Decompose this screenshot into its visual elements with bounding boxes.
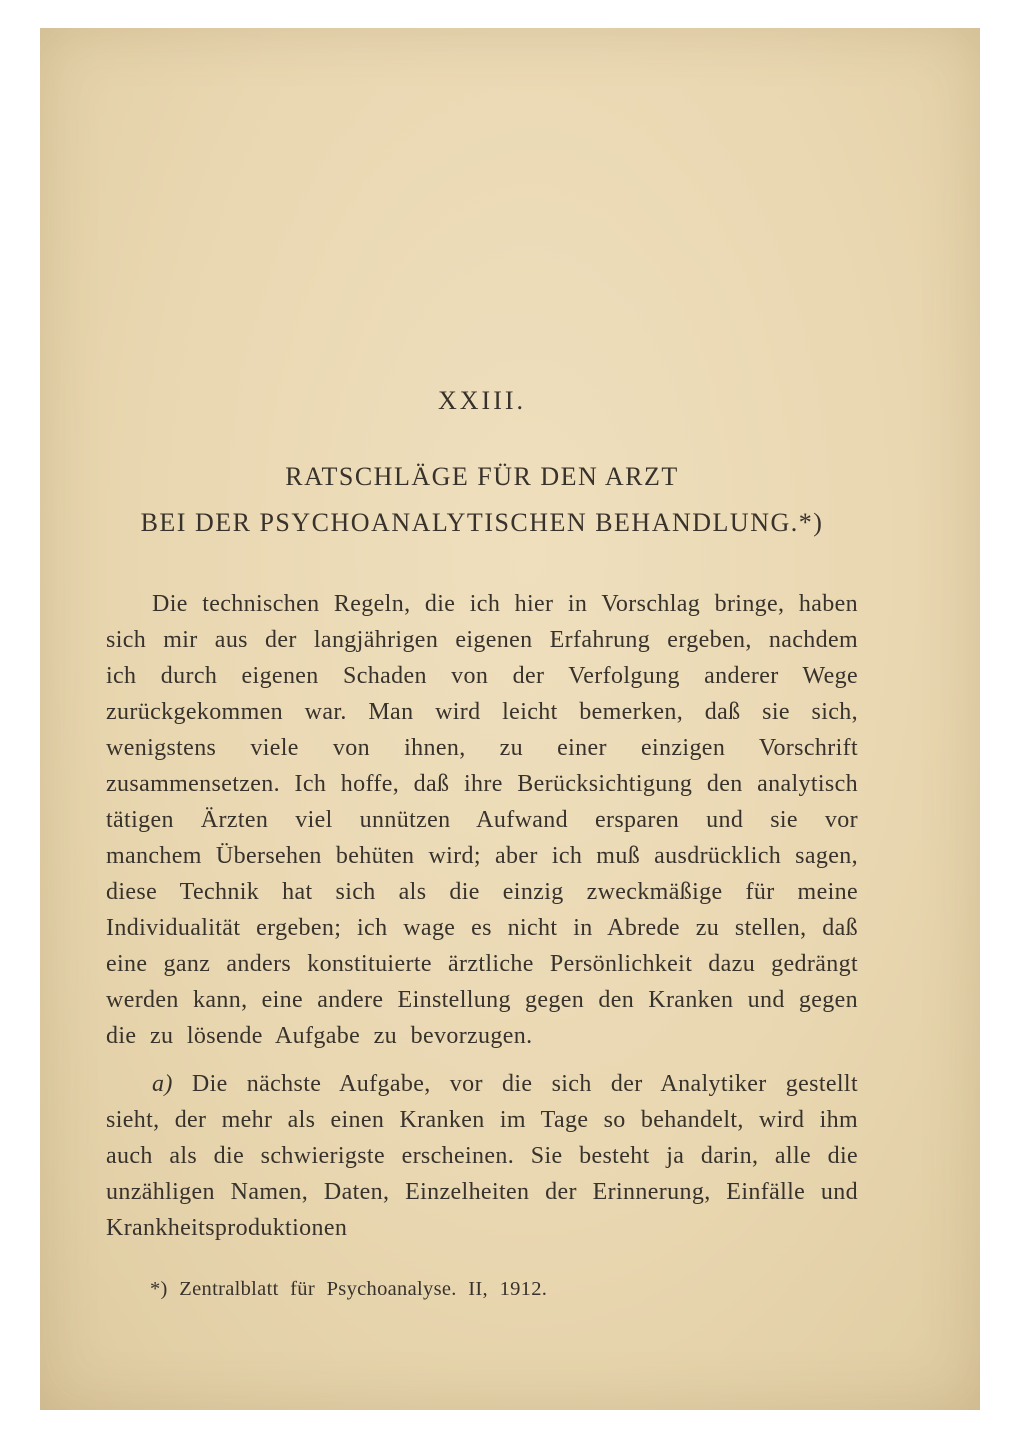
chapter-number: XXIII. xyxy=(437,386,527,415)
chapter-title xyxy=(106,454,858,546)
book-page xyxy=(40,28,980,1410)
page-text-block xyxy=(40,28,980,1304)
chapter-title-line-1: RATSCHLÄGE FÜR DEN ARZT xyxy=(285,462,679,491)
body-paragraph xyxy=(106,1066,858,1246)
paragraph-text: Die nächste Aufgabe, vor die sich der Analytiker gestellt sieht, der mehr als einen Kranken im Tage so behandelt, wird ihm auch als die schwierigste erscheinen. Sie besteht ja darin, alle die unzähligen Namen, Daten, Einzelheiten der Erinnerung, Einfälle und Krankheitsproduktionen xyxy=(106,1071,858,1241)
footnote: *) Zentralblatt für Psychoanalyse. II, 1912. xyxy=(150,1278,548,1300)
body-paragraph: Die technischen Regeln, die ich hier in Vorschlag bringe, haben sich mir aus der langjährigen eigenen Erfahrung ergeben, nachdem ich durch eigenen Schaden von der Verfolgung anderer Wege zurückgekommen war. Man wird leicht bemerken, daß sie sich, wenigstens viele von ihnen, zu einer einzigen Vorschrift zusammensetzen. Ich hoffe, daß ihre Berücksichtigung den analytisch tätigen Ärzten viel unnützen Aufwand ersparen und sie vor manchem Übersehen behüten wird; aber ich muß ausdrücklich sagen, diese Technik hat sich als die einzig zweckmäßige für meine Individualität ergeben; ich wage es nicht in Abrede zu stellen, daß eine ganz anders konstituierte ärztliche Persönlichkeit dazu gedrängt werden kann, eine andere Einstellung gegen den Kranken und gegen die zu lösende Aufgabe zu bevorzugen. xyxy=(106,591,858,1049)
paragraph-lead: a) xyxy=(152,1071,173,1097)
chapter-title-line-2: BEI DER PSYCHOANALYTISCHEN BEHANDLUNG.*) xyxy=(140,508,824,537)
